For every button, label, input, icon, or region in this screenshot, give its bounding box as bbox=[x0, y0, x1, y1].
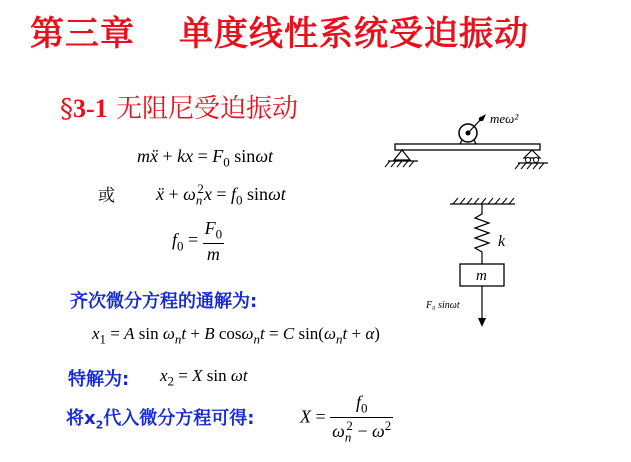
section-number: 3-1 bbox=[73, 94, 108, 123]
substitute-label: 将$x_2$代入微分方程可得: bbox=[66, 408, 255, 432]
spring-label: k bbox=[498, 233, 506, 250]
equation-normalized: ẍ + $\omega_n^2x = f_0$ sinωt bbox=[156, 181, 286, 208]
equation-motion: mẍ + kx = $F_0$ sinωt bbox=[137, 146, 274, 170]
equation-general-solution: $x_1 = A$ $\sin \omega_nt + B$ cosω$_n$t = C $\sin(\omega_nt + \alpha)$ bbox=[92, 324, 380, 347]
equation-particular-solution: $x_2 = X$ sin ωt bbox=[160, 366, 248, 389]
section-mark: § bbox=[60, 94, 73, 124]
force-label: F₀ sinωt bbox=[426, 300, 460, 311]
mass-label: m bbox=[476, 268, 487, 284]
section-name: 无阻尼受迫振动 bbox=[115, 94, 298, 124]
equation-amplitude: X = $\frac{f_0}{\omega_n^2 - \omega^2}$ bbox=[300, 392, 392, 445]
chapter-title bbox=[30, 6, 529, 55]
beam-rotor-diagram bbox=[380, 100, 560, 175]
or-word: 或 bbox=[98, 186, 115, 206]
section-heading bbox=[60, 88, 298, 125]
chapter-name: 单度线性系统受迫振动 bbox=[179, 14, 529, 54]
chapter-number: 第三章 bbox=[30, 14, 135, 54]
spring-mass-diagram bbox=[420, 190, 540, 330]
general-solution-label: 齐次微分方程的通解为: bbox=[70, 291, 258, 312]
equation-f0: $f_0$ = $\frac{F_0}{m}$ bbox=[172, 218, 223, 264]
rotor-label: meω² bbox=[490, 111, 519, 126]
particular-solution-label: 特解为: bbox=[68, 369, 130, 390]
